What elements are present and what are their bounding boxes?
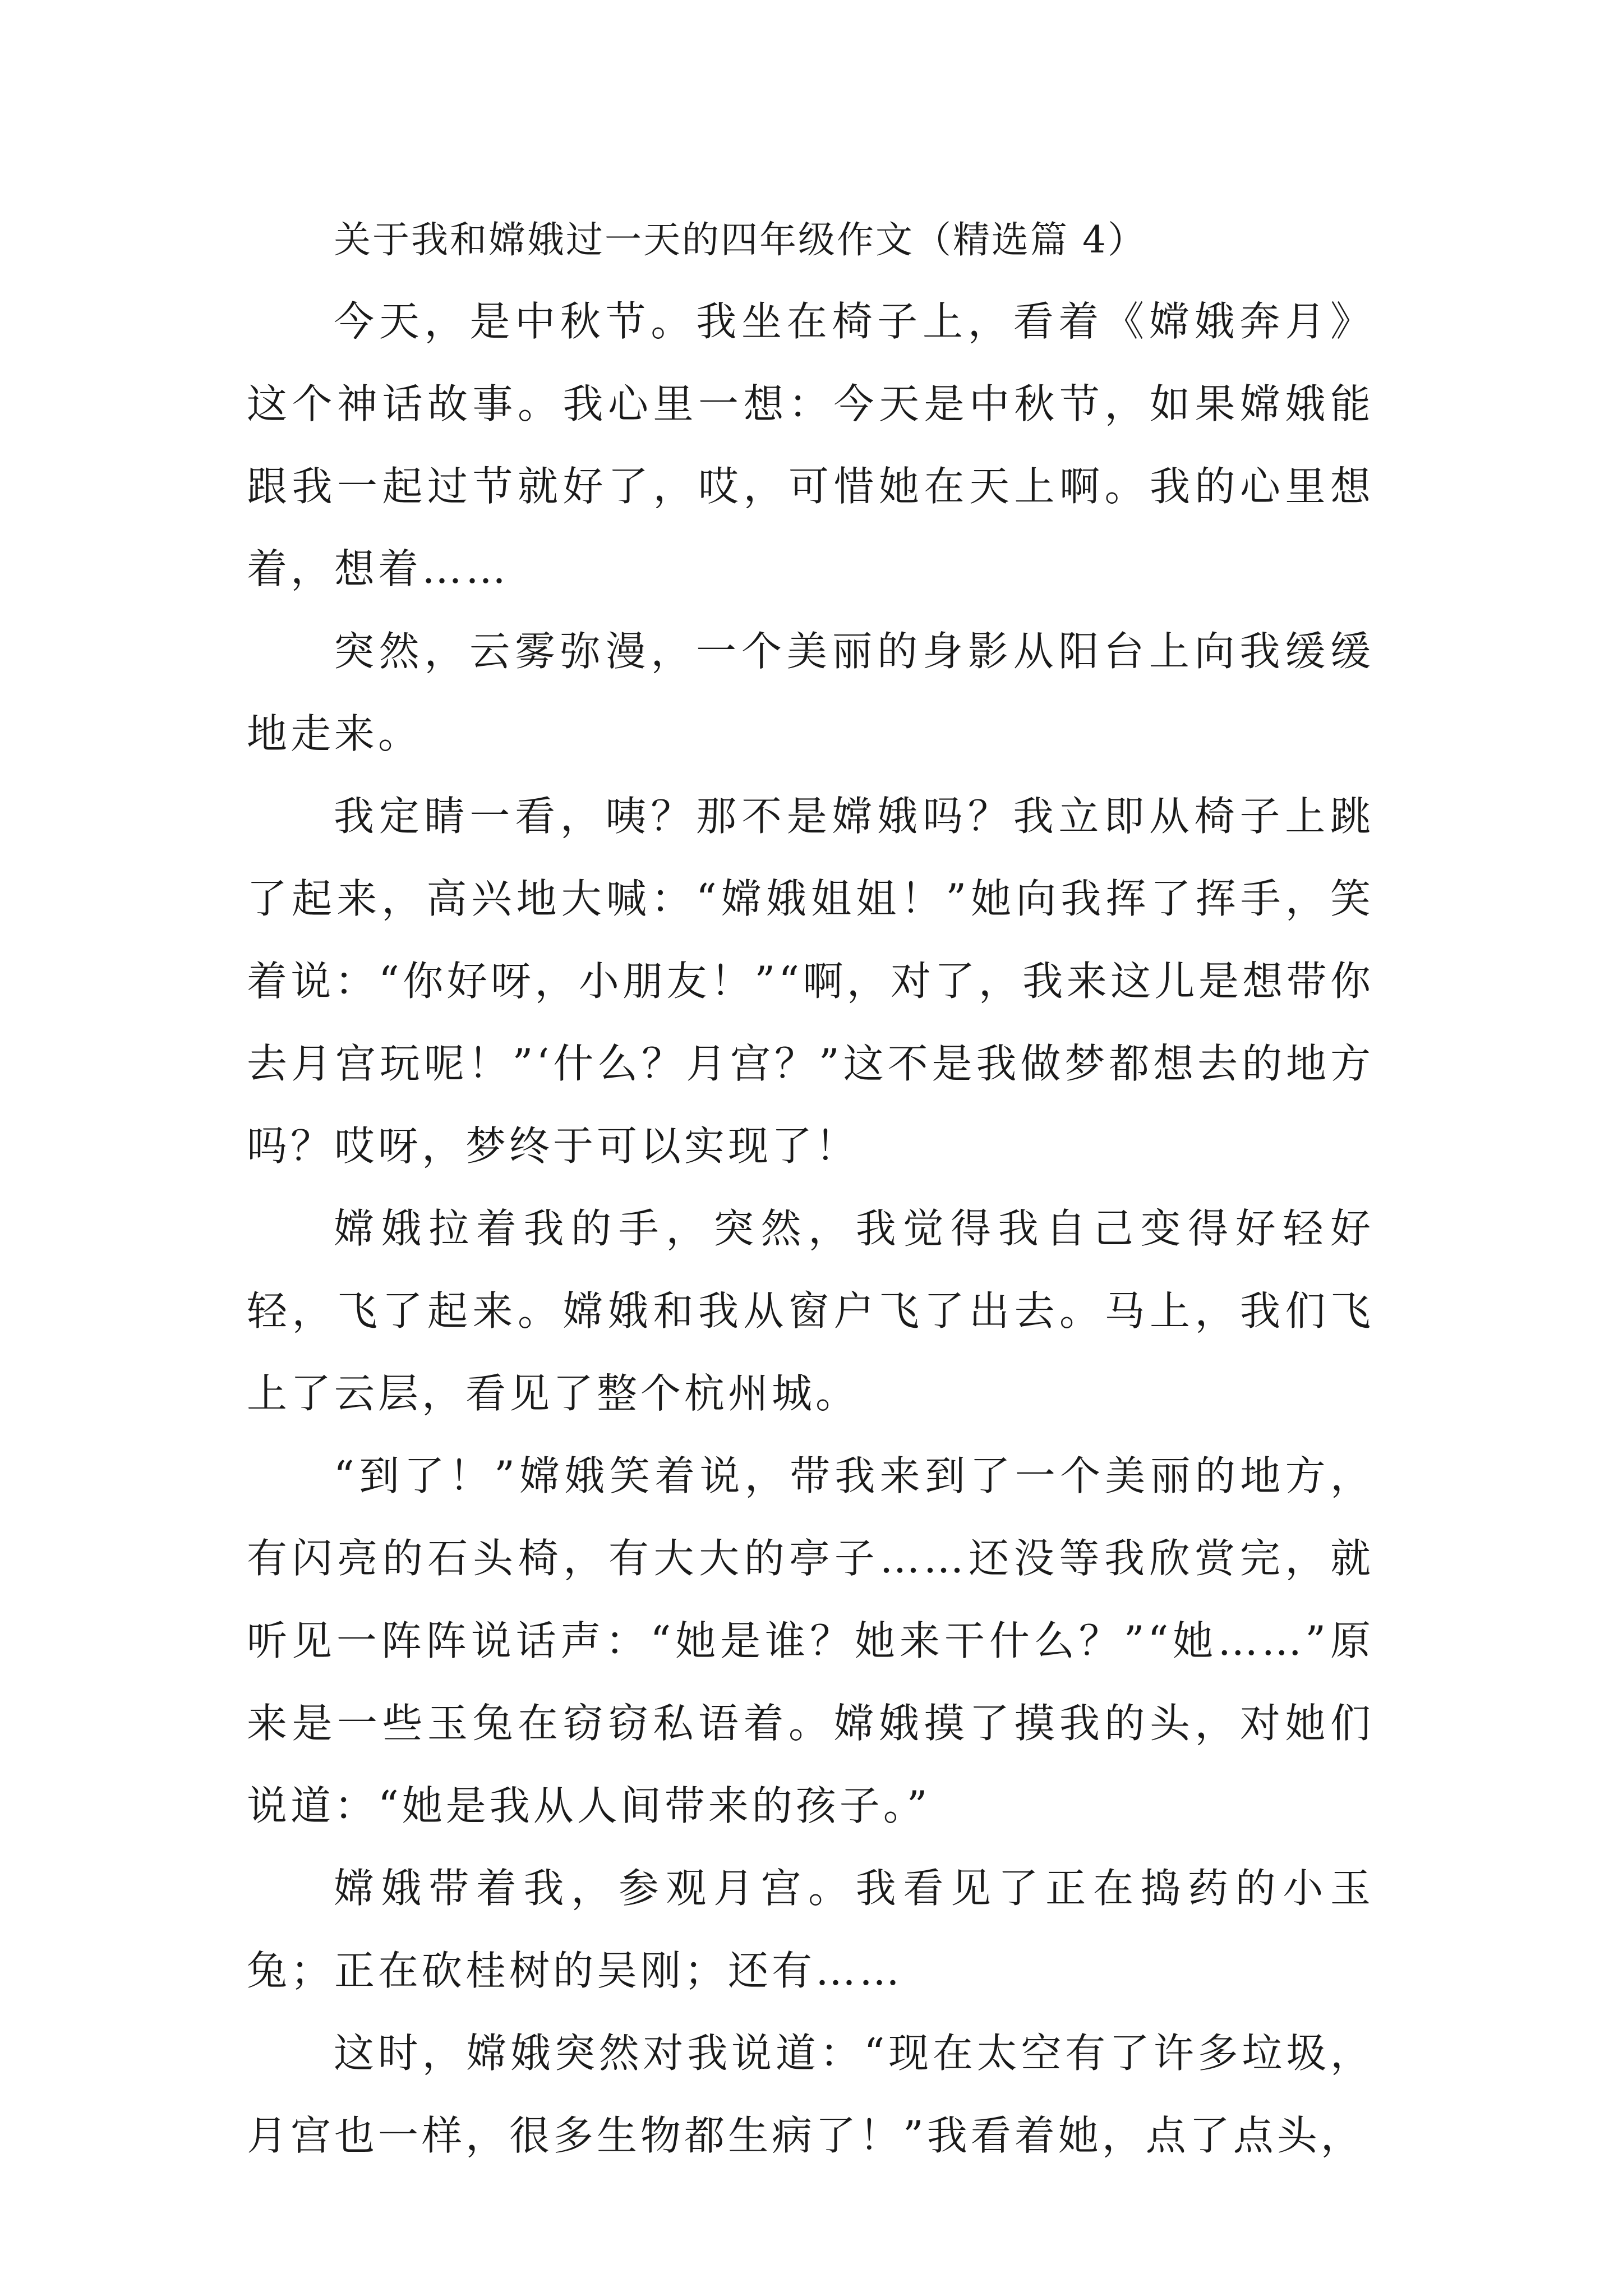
paragraph-2: 突然，云雾弥漫，一个美丽的身影从阳台上向我缓缓地走来。 xyxy=(247,628,1374,757)
paragraph-4: 嫦娥拉着我的手，突然，我觉得我自己变得好轻好轻，飞了起来。嫦娥和我从窗户飞了出去。马上，我们飞上了云层，看见了整个杭州城。 xyxy=(247,1205,1374,1417)
document-body xyxy=(247,199,1374,2177)
paragraph-1: 今天，是中秋节。我坐在椅子上，看着《嫦娥奔月》这个神话故事。我心里一想：今天是中秋节，如果嫦娥能跟我一起过节就好了，哎，可惜她在天上啊。我的心里想着，想着…… xyxy=(247,298,1374,592)
paragraph-5: “到了！”嫦娥笑着说，带我来到了一个美丽的地方，有闪亮的石头椅，有大大的亭子……还没等我欣赏完，就听见一阵阵说话声：“她是谁？她来干什么？”“她……”原来是一些玉兔在窃窃私语着。嫦娥摸了摸我的头，对她们说道：“她是我从人间带来的孩子。” xyxy=(247,1452,1374,1829)
paragraph-6: 嫦娥带着我，参观月宫。我看见了正在捣药的小玉兔；正在砍桂树的吴刚；还有…… xyxy=(247,1865,1374,1994)
paragraph-3: 我定睛一看，咦？那不是嫦娥吗？我立即从椅子上跳了起来，高兴地大喊：“嫦娥姐姐！”她向我挥了挥手，笑着说：“你好呀，小朋友！”“啊，对了，我来这儿是想带你去月宫玩呢！”‘什么？月宫？”这不是我做梦都想去的地方吗？哎呀，梦终于可以实现了！ xyxy=(247,793,1374,1170)
essay-title: 关于我和嫦娥过一天的四年级作文（精选篇 4） xyxy=(334,218,1146,261)
paragraph-7: 这时，嫦娥突然对我说道：“现在太空有了许多垃圾，月宫也一样，很多生物都生病了！”我看着她，点了点头， xyxy=(247,2030,1374,2159)
